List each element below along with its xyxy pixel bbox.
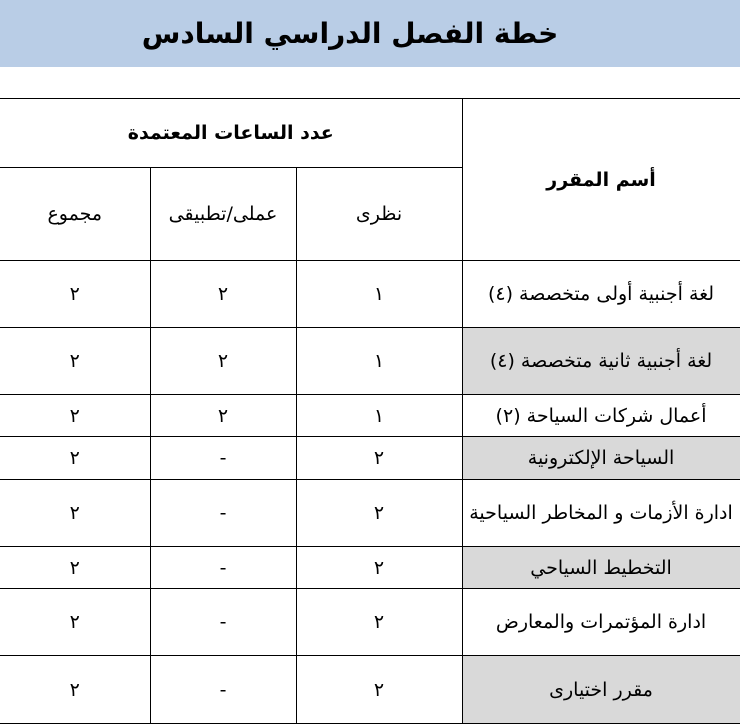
- course-cell: مقرر اختيارى: [462, 656, 740, 724]
- theory-cell: ١: [296, 395, 462, 437]
- credit-hours-header: عدد الساعات المعتمدة: [0, 99, 462, 168]
- theory-cell: ٢: [296, 480, 462, 547]
- header-row-group: [0, 99, 740, 168]
- page-title: خطة الفصل الدراسي السادس: [141, 17, 559, 50]
- table-row: [0, 656, 740, 724]
- course-name-header: أسم المقرر: [462, 99, 740, 261]
- theory-cell: ٢: [296, 547, 462, 589]
- table-row: [0, 395, 740, 437]
- course-cell: أعمال شركات السياحة (٢): [462, 395, 740, 437]
- course-cell: ادارة الأزمات و المخاطر السياحية: [462, 480, 740, 547]
- total-cell: ٢: [0, 437, 150, 480]
- practical-cell: ٢: [150, 328, 296, 395]
- total-cell: ٢: [0, 656, 150, 724]
- course-cell: ادارة المؤتمرات والمعارض: [462, 589, 740, 656]
- course-cell: لغة أجنبية أولى متخصصة (٤): [462, 261, 740, 328]
- total-cell: ٢: [0, 589, 150, 656]
- practical-cell: ٢: [150, 261, 296, 328]
- practical-cell: -: [150, 589, 296, 656]
- table-row: [0, 480, 740, 547]
- total-cell: ٢: [0, 480, 150, 547]
- theory-header: نظرى: [296, 168, 462, 261]
- study-plan-table: [0, 98, 740, 724]
- theory-cell: ٢: [296, 656, 462, 724]
- practical-cell: -: [150, 437, 296, 480]
- practical-cell: -: [150, 480, 296, 547]
- theory-cell: ٢: [296, 589, 462, 656]
- theory-cell: ١: [296, 328, 462, 395]
- course-cell: التخطيط السياحي: [462, 547, 740, 589]
- theory-cell: ٢: [296, 437, 462, 480]
- total-header: مجموع: [0, 168, 150, 261]
- practical-cell: -: [150, 547, 296, 589]
- table-row: [0, 261, 740, 328]
- table-row: [0, 589, 740, 656]
- total-cell: ٢: [0, 328, 150, 395]
- practical-cell: -: [150, 656, 296, 724]
- total-cell: ٢: [0, 547, 150, 589]
- table-row: [0, 328, 740, 395]
- page-title-bar: [0, 0, 740, 67]
- course-cell: السياحة الإلكترونية: [462, 437, 740, 480]
- total-cell: ٢: [0, 395, 150, 437]
- table-row: [0, 547, 740, 589]
- table-row: [0, 437, 740, 480]
- practical-header: عملى/تطبيقى: [150, 168, 296, 261]
- course-cell: لغة أجنبية ثانية متخصصة (٤): [462, 328, 740, 395]
- theory-cell: ١: [296, 261, 462, 328]
- practical-cell: ٢: [150, 395, 296, 437]
- total-cell: ٢: [0, 261, 150, 328]
